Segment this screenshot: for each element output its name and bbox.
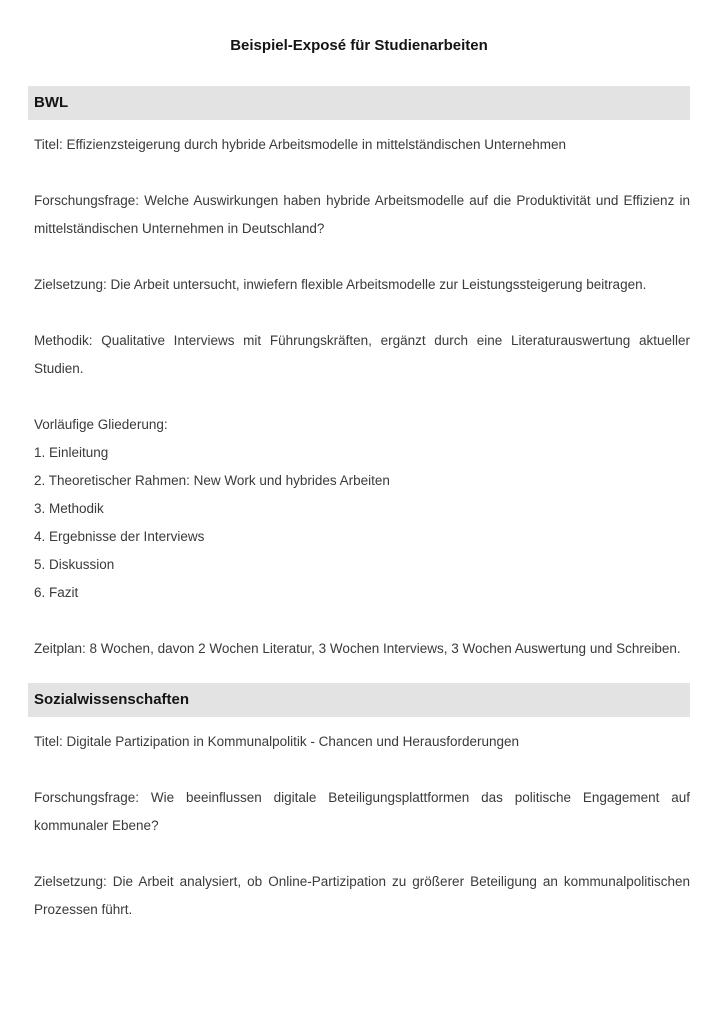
outline-item-5: 5. Diskussion (34, 557, 115, 572)
section-header-bwl: BWL (28, 86, 690, 120)
document-title: Beispiel-Exposé für Studienarbeiten (230, 37, 488, 54)
outline-item-3: 3. Methodik (34, 501, 104, 516)
outline-item-2: 2. Theoretischer Rahmen: New Work und hybrides Arbeiten (34, 473, 390, 488)
paragraph-zielsetzung: Zielsetzung: Die Arbeit untersucht, inwiefern flexible Arbeitsmodelle zur Leistungssteigerung beitragen. (34, 277, 647, 292)
outline-block (34, 411, 690, 607)
paragraph-zeitplan: Zeitplan: 8 Wochen, davon 2 Wochen Literatur, 3 Wochen Interviews, 3 Wochen Auswertung und Schreiben. (34, 641, 681, 656)
section-header-sozialwissenschaften: Sozialwissenschaften (28, 683, 690, 717)
paragraph-methodik: Methodik: Qualitative Interviews mit Führungskräften, ergänzt durch eine Literaturauswertung aktueller Studien. (34, 333, 690, 376)
section-bwl (28, 86, 690, 663)
paragraph-titel: Titel: Effizienzsteigerung durch hybride Arbeitsmodelle in mittelständischen Unternehmen (34, 137, 567, 152)
outline-item-6: 6. Fazit (34, 585, 79, 600)
paragraph-forschungsfrage-2: Forschungsfrage: Wie beeinflussen digitale Beteiligungsplattformen das politische Engagement auf kommunaler Ebene? (34, 790, 690, 833)
outline-heading: Vorläufige Gliederung: (34, 417, 168, 432)
paragraph-zielsetzung-2: Zielsetzung: Die Arbeit analysiert, ob Online-Partizipation zu größerer Beteiligung an kommunalpolitischen Prozessen führt. (34, 874, 690, 917)
outline-item-1: 1. Einleitung (34, 445, 109, 460)
outline-item-4: 4. Ergebnisse der Interviews (34, 529, 205, 544)
paragraph-forschungsfrage: Forschungsfrage: Welche Auswirkungen haben hybride Arbeitsmodelle auf die Produktivität und Effizienz in mittelständischen Unternehmen in Deutschland? (34, 193, 690, 236)
section-sozialwissenschaften (28, 683, 690, 924)
paragraph-titel-2: Titel: Digitale Partizipation in Kommunalpolitik - Chancen und Herausforderungen (34, 734, 520, 749)
